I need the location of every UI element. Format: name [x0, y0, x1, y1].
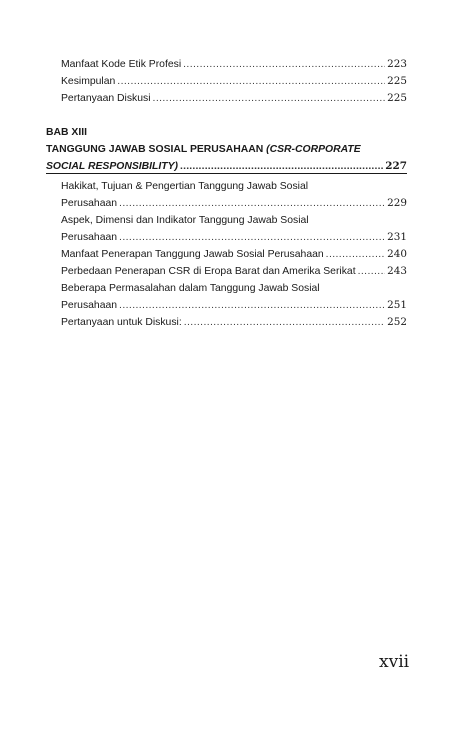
toc-entry	[61, 195, 407, 212]
toc-entry-page: 243	[387, 265, 407, 277]
chapter-title	[46, 141, 361, 158]
toc-entry-page: 225	[387, 92, 407, 104]
toc-leader-dots	[119, 297, 385, 314]
toc-entry	[61, 73, 407, 90]
chapter-title-cont: SOCIAL RESPONSIBILITY)	[46, 161, 179, 172]
toc-entry-title: Manfaat Kode Etik Profesi	[61, 59, 182, 70]
page-folio: xvii	[379, 652, 410, 672]
toc-entry-page: 252	[387, 316, 407, 328]
chapter-page: 227	[385, 160, 407, 172]
toc-entry-page: 240	[387, 248, 407, 260]
chapter-underline	[46, 173, 407, 174]
toc-entry-title: Kesimpulan	[61, 76, 116, 87]
toc-entry-page: 231	[387, 231, 407, 243]
toc-leader-dots	[119, 229, 385, 246]
toc-leader-dots	[183, 56, 385, 73]
toc-entry	[61, 90, 407, 107]
toc-entry	[61, 314, 407, 331]
chapter-title-italic: (CSR-CORPORATE	[266, 144, 361, 155]
toc-entry-title: Manfaat Penerapan Tanggung Jawab Sosial Perusahaan	[61, 249, 324, 260]
toc-entry-title: Pertanyaan untuk Diskusi:	[61, 317, 182, 328]
toc-entry-title: Perusahaan	[61, 232, 118, 243]
toc-entry-title-line1: Beberapa Permasalahan dalam Tanggung Jawab Sosial	[61, 283, 320, 294]
toc-entry-title-line1: Aspek, Dimensi dan Indikator Tanggung Jawab Sosial	[61, 215, 309, 226]
toc-entry-title: Perusahaan	[61, 300, 118, 311]
toc-entry-page: 229	[387, 197, 407, 209]
toc-entry	[61, 263, 407, 280]
toc-entry-title: Perbedaan Penerapan CSR di Eropa Barat dan Amerika Serikat	[61, 266, 356, 277]
toc-leader-dots	[153, 90, 386, 107]
toc-leader-dots	[326, 246, 386, 263]
toc-entry-title: Perusahaan	[61, 198, 118, 209]
toc-entry	[61, 229, 407, 246]
chapter-title-main: TANGGUNG JAWAB SOSIAL PERUSAHAAN	[46, 144, 267, 155]
toc-entry	[61, 56, 407, 73]
chapter-number: BAB XIII	[46, 127, 87, 138]
toc-entry-title-line1: Hakikat, Tujuan & Pengertian Tanggung Jawab Sosial	[61, 181, 309, 192]
toc-entry-page: 223	[387, 58, 407, 70]
toc-entry	[61, 246, 407, 263]
toc-leader-dots	[358, 263, 386, 280]
toc-entry-page: 251	[387, 299, 407, 311]
toc-entry-page: 225	[387, 75, 407, 87]
toc-entry	[61, 297, 407, 314]
toc-leader-dots	[184, 314, 385, 331]
toc-leader-dots	[119, 195, 385, 212]
toc-leader-dots	[117, 73, 385, 90]
toc-entry-title: Pertanyaan Diskusi	[61, 93, 151, 104]
